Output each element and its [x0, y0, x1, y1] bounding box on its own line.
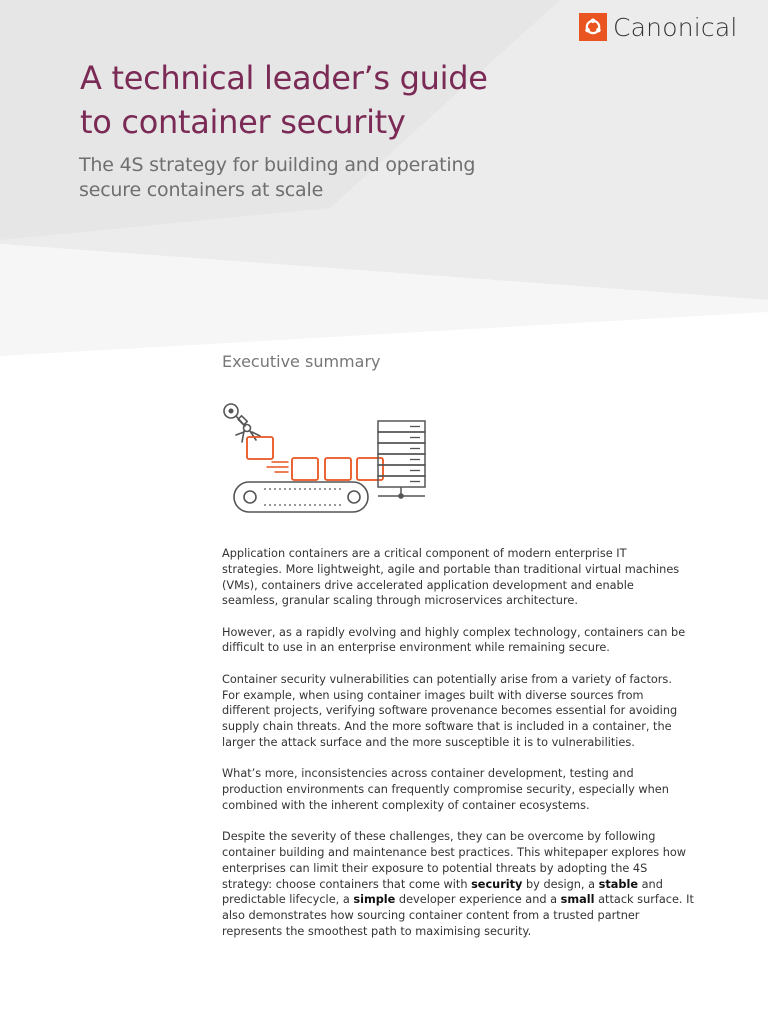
- text-line: also demonstrates how sourcing container content from a trusted partner: [222, 909, 640, 923]
- text-line: However, as a rapidly evolving and highly complex technology, containers can be: [222, 625, 686, 639]
- text-line: combined with the inherent complexity of container ecosystems.: [222, 798, 590, 812]
- emphasis-term: small: [560, 893, 595, 907]
- text-line: production environments can frequently compromise security, especially when: [222, 783, 669, 797]
- text-line: seamless, granular scaling through microservices architecture.: [222, 594, 578, 608]
- text-line: predictable lifecycle, a simple developer experience and a small attack surface. It: [222, 893, 694, 907]
- emphasis-term: simple: [353, 893, 396, 907]
- text-line: Container security vulnerabilities can potentially arise from a variety of factors.: [222, 672, 672, 686]
- body-paragraph: [222, 546, 698, 609]
- text-line: container building and maintenance best practices. This whitepaper explores how: [222, 845, 687, 859]
- text-line: supply chain threats. And the more software that is included in a container, the: [222, 720, 672, 734]
- title-line: A technical leader’s guide: [80, 59, 488, 97]
- text-line: difficult to use in an enterprise environment while remaining secure.: [222, 641, 610, 655]
- text-line: different projects, verifying software provenance becomes essential for avoiding: [222, 704, 678, 718]
- robot-arm-conveyor-server-icon: [220, 400, 432, 518]
- canonical-logo-mark-icon: [579, 13, 607, 41]
- text-line: For example, when using container images built with diverse sources from: [222, 688, 644, 702]
- text-line: represents the smoothest path to maximising security.: [222, 924, 532, 938]
- subtitle-line: secure containers at scale: [79, 179, 324, 201]
- title-line: to container security: [80, 103, 406, 141]
- emphasis-term: stable: [598, 877, 639, 891]
- body-paragraph: [222, 672, 698, 751]
- text-line: strategy: choose containers that come with security by design, a stable and: [222, 877, 663, 891]
- text-line: larger the attack surface and the more susceptible it is to vulnerabilities.: [222, 735, 635, 749]
- text-line: What’s more, inconsistencies across container development, testing and: [222, 767, 634, 781]
- body-paragraph: [222, 625, 698, 657]
- emphasis-term: security: [471, 877, 523, 891]
- document-subtitle: [79, 153, 475, 203]
- subtitle-line: The 4S strategy for building and operating: [79, 154, 476, 176]
- body-paragraph: [222, 766, 698, 813]
- text-line: Despite the severity of these challenges, they can be overcome by following: [222, 830, 656, 844]
- section-heading: Executive summary: [222, 352, 381, 371]
- executive-summary-body: [222, 546, 698, 955]
- text-line: Application containers are a critical component of modern enterprise IT: [222, 547, 627, 560]
- body-paragraph: [222, 829, 698, 940]
- text-line: enterprises can limit their exposure to potential threats by adopting the 4S: [222, 861, 648, 875]
- canonical-logo: [579, 12, 738, 42]
- document-title: [80, 56, 488, 144]
- text-line: (VMs), containers drive accelerated application development and enable: [222, 578, 634, 592]
- text-line: strategies. More lightweight, agile and portable than traditional virtual machines: [222, 562, 680, 576]
- brand-name: Canonical: [613, 12, 738, 42]
